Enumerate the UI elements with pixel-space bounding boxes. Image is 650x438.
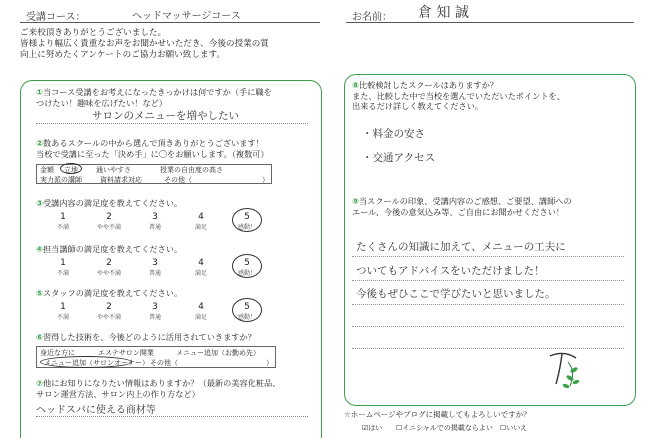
q2-option-other[interactable]: その他（ bbox=[164, 176, 192, 184]
q2-option-flexibility[interactable]: 授業の自由度の高さ bbox=[160, 166, 223, 174]
q7-text: ⑦他にお知りになりたい情報はありますか？（最新の美容化粧品、 サロン運営方法、サロン内上の作り方など） bbox=[36, 378, 281, 399]
q8-answer-2[interactable]: ・交通アクセス bbox=[362, 152, 436, 164]
q5-text: ⑤スタッフの満足度を教えてください。 bbox=[36, 288, 183, 298]
q1-answer[interactable]: サロンのメニューを増やしたい bbox=[92, 110, 239, 122]
name-value: 倉 知 誠 bbox=[418, 5, 469, 21]
q6-option-menu-employer[interactable]: メニュー追加（お勤め先） bbox=[176, 349, 260, 357]
q6-option-menu-owner[interactable]: メニュー追加（サロンオーナー） bbox=[44, 359, 149, 367]
no-checkbox-icon: ☐ bbox=[500, 424, 507, 432]
q6-option-other[interactable]: その他（ bbox=[150, 359, 178, 367]
name-underline bbox=[346, 22, 634, 23]
q2-option-price[interactable]: 金額 bbox=[40, 166, 54, 174]
q5-rating-2[interactable]: 2 やや不満 bbox=[96, 302, 121, 321]
q2-option-close: ） bbox=[262, 176, 269, 184]
q7-answer-line bbox=[36, 416, 308, 417]
q2-option-location[interactable]: 立地 bbox=[64, 166, 78, 174]
q4-rating-1[interactable]: 1 不満 bbox=[56, 258, 69, 277]
q5-selected-circle bbox=[232, 298, 262, 322]
q4-selected-circle bbox=[232, 254, 262, 278]
q2-text: ②数あるスクールの中から選んで頂きありがとうございます！ 当校で受講に至った「決め手」に〇をお願いします。（複数可） bbox=[36, 138, 269, 159]
q2-option-instructor[interactable]: 実力派の講師 bbox=[40, 176, 82, 184]
q3-rating-3[interactable]: 3 普通 bbox=[148, 212, 161, 231]
q9-line-1 bbox=[352, 256, 624, 257]
q6-selected-circle bbox=[40, 356, 132, 368]
q2-option-access[interactable]: 通いやすさ bbox=[96, 166, 131, 174]
yes-checkbox-icon: ☑ bbox=[362, 424, 369, 432]
q6-option-close: ） bbox=[266, 359, 273, 367]
q9-line-4 bbox=[352, 326, 624, 327]
q3-rating-4[interactable]: 4 満足 bbox=[194, 212, 207, 231]
q2-option-materials[interactable]: 資料請求対応 bbox=[100, 176, 142, 184]
q4-rating-3[interactable]: 3 普通 bbox=[148, 258, 161, 277]
q9-line-3 bbox=[352, 304, 624, 305]
q3-rating-1[interactable]: 1 不満 bbox=[56, 212, 69, 231]
q5-rating-3[interactable]: 3 普通 bbox=[148, 302, 161, 321]
footer-no[interactable]: ☐いいえ bbox=[500, 424, 528, 432]
footer-question: ☆ホームページやブログに掲載してもよろしいですか？ bbox=[344, 410, 531, 419]
course-underline bbox=[20, 22, 320, 23]
intro-text: ご来校頂きありがとうございました。 皆様より幅広く貴重なお声をお聞かせいただき、今後の授業の質 向上に努めたくアンケートのご協力お願い致します。 bbox=[20, 28, 269, 60]
initial-checkbox-icon: ☐ bbox=[396, 424, 403, 432]
q7-answer[interactable]: ヘッドスパに使える商材等 bbox=[36, 405, 156, 416]
name-label: お名前： bbox=[352, 12, 392, 23]
footer-yes[interactable]: ☑はい bbox=[362, 424, 383, 432]
q6-text: ⑥習得した技術を、今後どのように活用されていきますか？ bbox=[36, 332, 256, 342]
q5-rating-5[interactable]: 5 感動！ bbox=[237, 302, 256, 321]
signature-text: T bbox=[586, 380, 591, 387]
course-value: ヘッドマッサージコース bbox=[132, 11, 241, 22]
q6-option-close-people[interactable]: 身近な方に bbox=[40, 349, 75, 357]
course-label: 受講コース： bbox=[26, 12, 86, 23]
q6-option-salon-open[interactable]: エステサロン開業 bbox=[98, 349, 154, 357]
q9-answer-3[interactable]: 今後もぜひここで学びたいと思いました。 bbox=[356, 288, 556, 300]
signature-mark bbox=[540, 348, 590, 394]
q9-answer-1[interactable]: たくさんの知識に加えて、メニューの工夫に bbox=[356, 241, 566, 253]
q9-text: ⑨当スクールの印象、受講内容のご感想、ご要望、講師への エール、今後の意気込み等、ご自由にお聞かせください！ bbox=[352, 196, 572, 217]
leaf-decoration-icon bbox=[540, 348, 590, 394]
q5-rating-1[interactable]: 1 不満 bbox=[56, 302, 69, 321]
q3-rating-2[interactable]: 2 やや不満 bbox=[96, 212, 121, 231]
q1-answer-line bbox=[36, 123, 308, 124]
q4-rating-4[interactable]: 4 満足 bbox=[194, 258, 207, 277]
q3-text: ③受講内容の満足度を教えてください。 bbox=[36, 198, 183, 208]
q4-rating-2[interactable]: 2 やや不満 bbox=[96, 258, 121, 277]
q2-location-circle bbox=[60, 163, 82, 174]
q9-line-2 bbox=[352, 280, 624, 281]
q8-answer-1[interactable]: ・料金の安さ bbox=[362, 128, 425, 140]
footer-initial[interactable]: ☐イニシャルでの掲載ならよい bbox=[396, 424, 493, 432]
q8-text: ⑧比較検討したスクールはありますか？ また、比較した中で当校を選んでいただいたポイントを、 出来るだけ詳しく教えてください。 bbox=[352, 80, 565, 111]
q1-text: ①当コース受講をお考えになったきっかけは何ですか（手に職を つけたい！趣味を広げたい！など） bbox=[36, 87, 272, 108]
q9-answer-2[interactable]: ついてもアドバイスをいただけました！ bbox=[356, 265, 545, 277]
q4-text: ④担当講師の満足度を教えてください。 bbox=[36, 244, 183, 254]
q5-rating-4[interactable]: 4 満足 bbox=[194, 302, 207, 321]
q3-selected-circle bbox=[232, 208, 262, 232]
q4-rating-5[interactable]: 5 感動！ bbox=[237, 258, 256, 277]
q3-rating-5[interactable]: 5 感動！ bbox=[237, 212, 256, 231]
